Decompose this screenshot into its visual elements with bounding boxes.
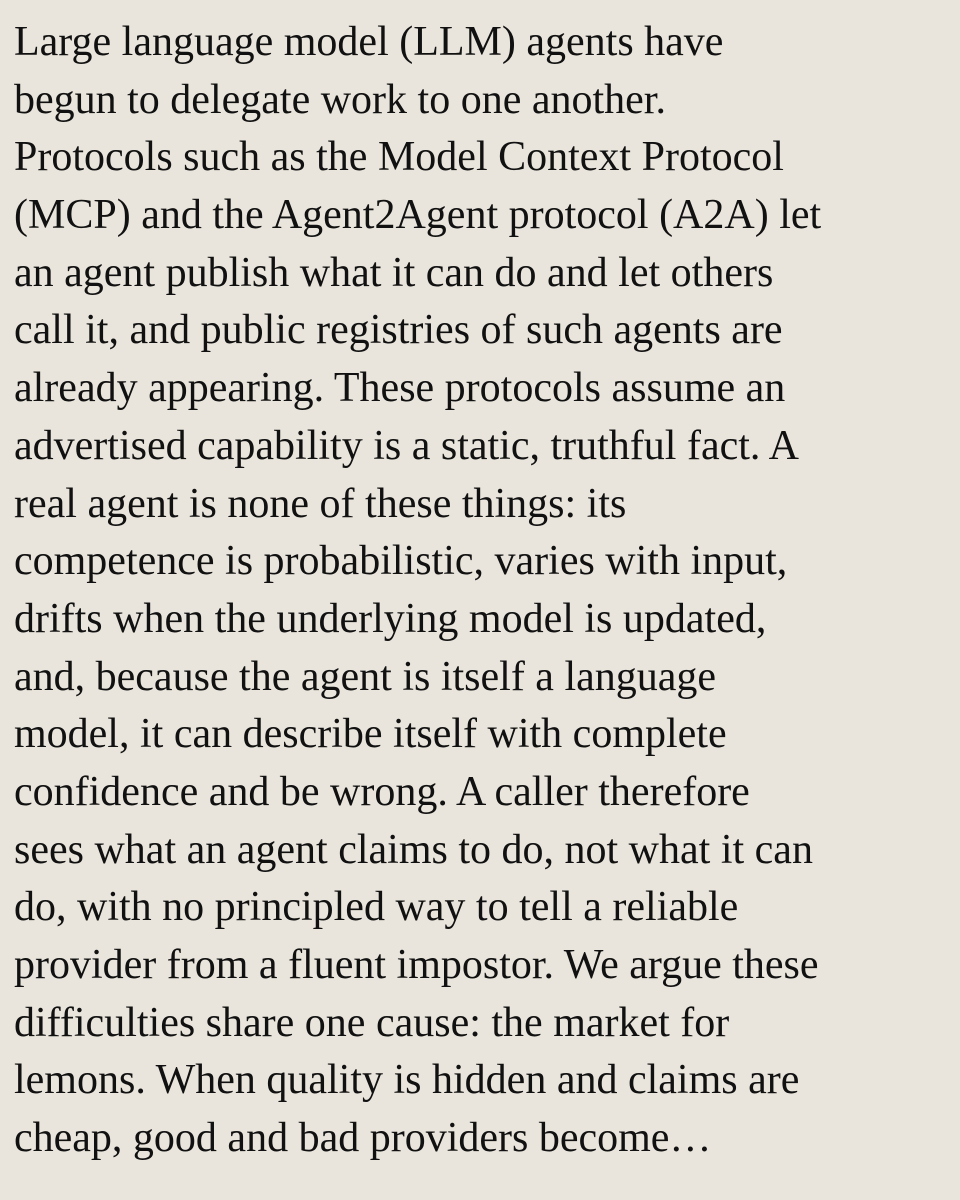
text-line: do, with no principled way to tell a reliable	[14, 884, 739, 931]
text-line: confidence and be wrong. A caller therefore	[14, 768, 750, 815]
text-line: competence is probabilistic, varies with input,	[14, 538, 788, 585]
text-line: and, because the agent is itself a language	[14, 653, 717, 700]
text-line: advertised capability is a static, truthful fact. A	[14, 422, 799, 469]
text-line: provider from a fluent impostor. We argue these	[14, 942, 819, 988]
text-line: sees what an agent claims to do, not what it can	[14, 826, 813, 873]
text-line: an agent publish what it can do and let others	[14, 249, 774, 296]
text-line: difficulties share one cause: the market for	[14, 999, 730, 1046]
text-line: cheap, good and bad providers become…	[14, 1115, 712, 1162]
text-line: model, it can describe itself with complete	[14, 711, 727, 758]
text-line: lemons. When quality is hidden and claims are	[14, 1057, 800, 1104]
text-line: drifts when the underlying model is updated,	[14, 595, 767, 642]
text-line: Large language model (LLM) agents have	[14, 19, 724, 65]
text-line: begun to delegate work to one another.	[14, 76, 666, 123]
text-line: call it, and public registries of such agents are	[14, 307, 783, 354]
text-line: real agent is none of these things: its	[14, 480, 627, 527]
abstract-paragraph	[14, 14, 960, 1168]
text-line: already appearing. These protocols assume an	[14, 365, 786, 412]
text-line: Protocols such as the Model Context Protocol	[14, 134, 784, 181]
text-line: (MCP) and the Agent2Agent protocol (A2A) let	[14, 192, 822, 239]
